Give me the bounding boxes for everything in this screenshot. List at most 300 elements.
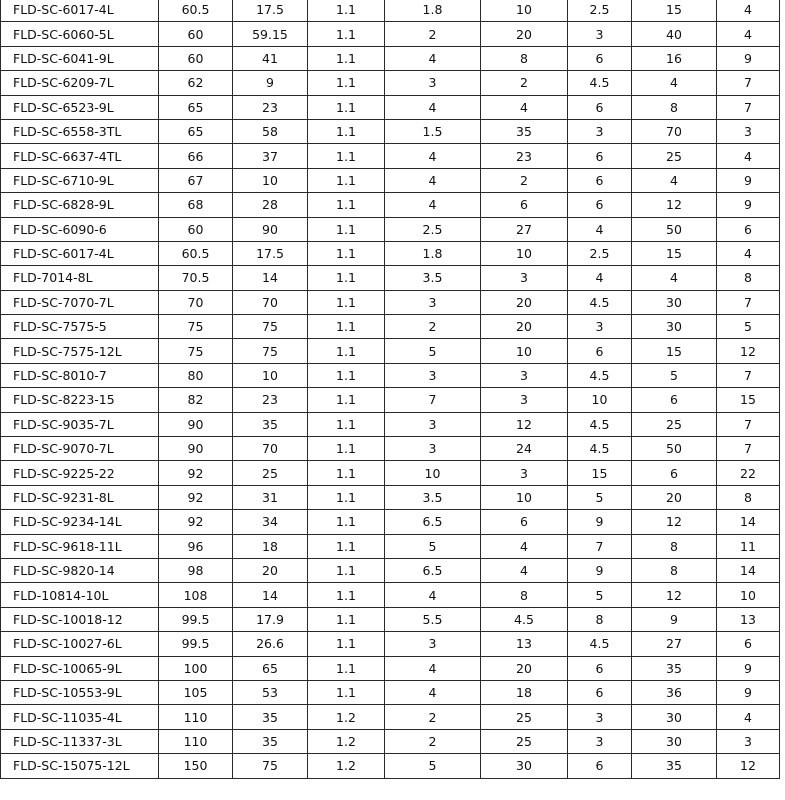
value-cell: 35	[632, 656, 717, 680]
value-cell: 2	[385, 22, 481, 46]
value-cell: 65	[233, 656, 308, 680]
value-cell: 4	[717, 22, 780, 46]
table-row	[1, 339, 780, 363]
model-cell: FLD-SC-9225-22	[1, 461, 159, 485]
value-cell: 4	[385, 656, 481, 680]
table-row	[1, 412, 780, 436]
table-row	[1, 315, 780, 339]
value-cell: 75	[233, 754, 308, 778]
value-cell: 1.2	[308, 705, 385, 729]
model-cell: FLD-SC-9234-14L	[1, 510, 159, 534]
value-cell: 53	[233, 680, 308, 704]
model-cell: FLD-SC-10065-9L	[1, 656, 159, 680]
value-cell: 41	[233, 46, 308, 70]
value-cell: 22	[717, 461, 780, 485]
model-cell: FLD-SC-7575-5	[1, 315, 159, 339]
value-cell: 3	[568, 705, 632, 729]
value-cell: 1.1	[308, 290, 385, 314]
value-cell: 10	[481, 339, 568, 363]
value-cell: 27	[632, 632, 717, 656]
value-cell: 25	[233, 461, 308, 485]
value-cell: 6	[632, 388, 717, 412]
value-cell: 30	[632, 290, 717, 314]
value-cell: 4	[632, 71, 717, 95]
value-cell: 6	[568, 168, 632, 192]
value-cell: 27	[481, 217, 568, 241]
value-cell: 75	[233, 339, 308, 363]
table-row	[1, 632, 780, 656]
value-cell: 4.5	[481, 607, 568, 631]
table-row	[1, 241, 780, 265]
value-cell: 75	[233, 315, 308, 339]
value-cell: 6	[481, 193, 568, 217]
value-cell: 35	[233, 705, 308, 729]
value-cell: 1.1	[308, 0, 385, 22]
value-cell: 4	[481, 534, 568, 558]
value-cell: 3	[568, 729, 632, 753]
value-cell: 1.1	[308, 22, 385, 46]
value-cell: 1.1	[308, 119, 385, 143]
model-cell: FLD-SC-9820-14	[1, 558, 159, 582]
table-row	[1, 217, 780, 241]
value-cell: 9	[568, 558, 632, 582]
value-cell: 50	[632, 437, 717, 461]
value-cell: 35	[481, 119, 568, 143]
value-cell: 5	[385, 534, 481, 558]
value-cell: 17.5	[233, 0, 308, 22]
value-cell: 6	[568, 95, 632, 119]
value-cell: 2.5	[385, 217, 481, 241]
model-cell: FLD-SC-6017-4L	[1, 0, 159, 22]
value-cell: 1.1	[308, 534, 385, 558]
value-cell: 1.1	[308, 583, 385, 607]
value-cell: 17.9	[233, 607, 308, 631]
value-cell: 20	[481, 315, 568, 339]
value-cell: 4	[717, 241, 780, 265]
value-cell: 90	[159, 412, 233, 436]
value-cell: 36	[632, 680, 717, 704]
value-cell: 6.5	[385, 510, 481, 534]
value-cell: 17.5	[233, 241, 308, 265]
value-cell: 4	[568, 217, 632, 241]
value-cell: 6	[568, 144, 632, 168]
value-cell: 9	[717, 193, 780, 217]
table-row	[1, 71, 780, 95]
table-row	[1, 583, 780, 607]
model-cell: FLD-10814-10L	[1, 583, 159, 607]
value-cell: 6	[717, 632, 780, 656]
value-cell: 1.1	[308, 241, 385, 265]
value-cell: 108	[159, 583, 233, 607]
value-cell: 6	[481, 510, 568, 534]
value-cell: 70.5	[159, 266, 233, 290]
table-row	[1, 0, 780, 22]
value-cell: 4.5	[568, 71, 632, 95]
value-cell: 3	[385, 290, 481, 314]
value-cell: 30	[632, 315, 717, 339]
value-cell: 1.1	[308, 144, 385, 168]
value-cell: 8	[632, 534, 717, 558]
value-cell: 9	[717, 680, 780, 704]
value-cell: 1.1	[308, 315, 385, 339]
model-cell: FLD-SC-6523-9L	[1, 95, 159, 119]
value-cell: 5	[632, 363, 717, 387]
value-cell: 92	[159, 510, 233, 534]
value-cell: 8	[717, 485, 780, 509]
table-row	[1, 461, 780, 485]
value-cell: 7	[385, 388, 481, 412]
table-row	[1, 680, 780, 704]
table-row	[1, 193, 780, 217]
value-cell: 1.1	[308, 363, 385, 387]
value-cell: 23	[233, 388, 308, 412]
value-cell: 59.15	[233, 22, 308, 46]
table-row	[1, 95, 780, 119]
model-cell: FLD-SC-6828-9L	[1, 193, 159, 217]
value-cell: 18	[481, 680, 568, 704]
value-cell: 4	[385, 193, 481, 217]
model-cell: FLD-SC-9035-7L	[1, 412, 159, 436]
value-cell: 105	[159, 680, 233, 704]
value-cell: 7	[717, 71, 780, 95]
value-cell: 8	[717, 266, 780, 290]
value-cell: 1.1	[308, 510, 385, 534]
value-cell: 35	[233, 729, 308, 753]
value-cell: 4	[632, 266, 717, 290]
table-row	[1, 290, 780, 314]
value-cell: 8	[632, 558, 717, 582]
table-row	[1, 607, 780, 631]
value-cell: 20	[233, 558, 308, 582]
value-cell: 20	[481, 22, 568, 46]
value-cell: 6	[568, 339, 632, 363]
value-cell: 80	[159, 363, 233, 387]
value-cell: 58	[233, 119, 308, 143]
value-cell: 4	[385, 95, 481, 119]
value-cell: 1.1	[308, 680, 385, 704]
value-cell: 14	[233, 583, 308, 607]
value-cell: 25	[632, 412, 717, 436]
value-cell: 3.5	[385, 266, 481, 290]
value-cell: 23	[481, 144, 568, 168]
value-cell: 70	[233, 437, 308, 461]
value-cell: 5	[385, 754, 481, 778]
model-cell: FLD-SC-6710-9L	[1, 168, 159, 192]
value-cell: 20	[632, 485, 717, 509]
value-cell: 1.1	[308, 168, 385, 192]
value-cell: 5	[568, 583, 632, 607]
value-cell: 4	[717, 0, 780, 22]
value-cell: 15	[632, 0, 717, 22]
value-cell: 70	[632, 119, 717, 143]
value-cell: 1.1	[308, 461, 385, 485]
value-cell: 2.5	[568, 241, 632, 265]
value-cell: 3	[568, 119, 632, 143]
value-cell: 28	[233, 193, 308, 217]
value-cell: 4.5	[568, 290, 632, 314]
value-cell: 60.5	[159, 241, 233, 265]
value-cell: 9	[717, 656, 780, 680]
value-cell: 24	[481, 437, 568, 461]
table-row	[1, 656, 780, 680]
value-cell: 10	[481, 485, 568, 509]
value-cell: 15	[632, 339, 717, 363]
value-cell: 6	[568, 680, 632, 704]
value-cell: 60	[159, 22, 233, 46]
value-cell: 35	[632, 754, 717, 778]
value-cell: 6	[568, 193, 632, 217]
value-cell: 12	[481, 412, 568, 436]
model-cell: FLD-SC-15075-12L	[1, 754, 159, 778]
value-cell: 92	[159, 461, 233, 485]
value-cell: 1.2	[308, 754, 385, 778]
model-cell: FLD-SC-7575-12L	[1, 339, 159, 363]
model-cell: FLD-SC-7070-7L	[1, 290, 159, 314]
value-cell: 2	[385, 729, 481, 753]
value-cell: 4.5	[568, 363, 632, 387]
value-cell: 30	[632, 705, 717, 729]
value-cell: 4	[568, 266, 632, 290]
value-cell: 10	[385, 461, 481, 485]
value-cell: 6	[717, 217, 780, 241]
value-cell: 10	[481, 241, 568, 265]
value-cell: 20	[481, 290, 568, 314]
value-cell: 150	[159, 754, 233, 778]
value-cell: 4	[481, 558, 568, 582]
value-cell: 99.5	[159, 632, 233, 656]
value-cell: 1.5	[385, 119, 481, 143]
value-cell: 9	[717, 46, 780, 70]
value-cell: 67	[159, 168, 233, 192]
value-cell: 4	[385, 583, 481, 607]
model-cell: FLD-7014-8L	[1, 266, 159, 290]
value-cell: 37	[233, 144, 308, 168]
value-cell: 10	[717, 583, 780, 607]
value-cell: 3	[568, 315, 632, 339]
value-cell: 82	[159, 388, 233, 412]
value-cell: 110	[159, 705, 233, 729]
value-cell: 1.1	[308, 656, 385, 680]
value-cell: 12	[717, 339, 780, 363]
value-cell: 40	[632, 22, 717, 46]
model-cell: FLD-SC-8223-15	[1, 388, 159, 412]
value-cell: 65	[159, 119, 233, 143]
value-cell: 2	[481, 168, 568, 192]
value-cell: 10	[568, 388, 632, 412]
table-row	[1, 22, 780, 46]
value-cell: 100	[159, 656, 233, 680]
value-cell: 1.8	[385, 241, 481, 265]
value-cell: 10	[233, 168, 308, 192]
value-cell: 35	[233, 412, 308, 436]
model-cell: FLD-SC-10553-9L	[1, 680, 159, 704]
value-cell: 1.1	[308, 266, 385, 290]
value-cell: 3	[481, 461, 568, 485]
table-row	[1, 437, 780, 461]
value-cell: 7	[717, 95, 780, 119]
value-cell: 1.1	[308, 437, 385, 461]
value-cell: 3	[385, 412, 481, 436]
value-cell: 25	[632, 144, 717, 168]
value-cell: 98	[159, 558, 233, 582]
value-cell: 90	[159, 437, 233, 461]
table-row	[1, 168, 780, 192]
table-row	[1, 534, 780, 558]
value-cell: 14	[233, 266, 308, 290]
value-cell: 7	[717, 363, 780, 387]
value-cell: 6	[568, 656, 632, 680]
model-cell: FLD-SC-6017-4L	[1, 241, 159, 265]
value-cell: 1.2	[308, 729, 385, 753]
value-cell: 7	[717, 437, 780, 461]
model-cell: FLD-SC-11337-3L	[1, 729, 159, 753]
value-cell: 9	[233, 71, 308, 95]
value-cell: 7	[717, 290, 780, 314]
value-cell: 70	[159, 290, 233, 314]
value-cell: 4.5	[568, 412, 632, 436]
value-cell: 15	[632, 241, 717, 265]
value-cell: 7	[717, 412, 780, 436]
value-cell: 15	[717, 388, 780, 412]
value-cell: 9	[632, 607, 717, 631]
model-cell: FLD-SC-6041-9L	[1, 46, 159, 70]
value-cell: 3	[568, 22, 632, 46]
value-cell: 1.1	[308, 193, 385, 217]
value-cell: 34	[233, 510, 308, 534]
value-cell: 8	[568, 607, 632, 631]
table-row	[1, 729, 780, 753]
value-cell: 4	[481, 95, 568, 119]
value-cell: 1.1	[308, 339, 385, 363]
model-cell: FLD-SC-9618-11L	[1, 534, 159, 558]
value-cell: 26.6	[233, 632, 308, 656]
value-cell: 70	[233, 290, 308, 314]
table-body	[1, 0, 780, 778]
value-cell: 99.5	[159, 607, 233, 631]
value-cell: 4	[632, 168, 717, 192]
table-row	[1, 144, 780, 168]
model-cell: FLD-SC-6060-5L	[1, 22, 159, 46]
value-cell: 3	[385, 363, 481, 387]
value-cell: 15	[568, 461, 632, 485]
value-cell: 1.1	[308, 388, 385, 412]
value-cell: 10	[233, 363, 308, 387]
value-cell: 92	[159, 485, 233, 509]
table-row	[1, 363, 780, 387]
value-cell: 7	[568, 534, 632, 558]
value-cell: 6	[568, 46, 632, 70]
value-cell: 13	[717, 607, 780, 631]
model-cell: FLD-SC-8010-7	[1, 363, 159, 387]
value-cell: 12	[717, 754, 780, 778]
value-cell: 4.5	[568, 437, 632, 461]
value-cell: 96	[159, 534, 233, 558]
value-cell: 50	[632, 217, 717, 241]
model-cell: FLD-SC-9070-7L	[1, 437, 159, 461]
table-row	[1, 46, 780, 70]
value-cell: 6	[568, 754, 632, 778]
value-cell: 8	[632, 95, 717, 119]
value-cell: 14	[717, 510, 780, 534]
value-cell: 1.1	[308, 46, 385, 70]
value-cell: 60.5	[159, 0, 233, 22]
value-cell: 23	[233, 95, 308, 119]
value-cell: 4	[385, 680, 481, 704]
value-cell: 13	[481, 632, 568, 656]
value-cell: 10	[481, 0, 568, 22]
value-cell: 9	[568, 510, 632, 534]
table-row	[1, 485, 780, 509]
value-cell: 1.1	[308, 412, 385, 436]
value-cell: 6.5	[385, 558, 481, 582]
value-cell: 3	[481, 266, 568, 290]
value-cell: 2	[385, 315, 481, 339]
value-cell: 1.1	[308, 607, 385, 631]
value-cell: 1.1	[308, 558, 385, 582]
value-cell: 5	[717, 315, 780, 339]
model-cell: FLD-SC-6090-6	[1, 217, 159, 241]
value-cell: 110	[159, 729, 233, 753]
value-cell: 4	[385, 144, 481, 168]
value-cell: 4	[717, 144, 780, 168]
value-cell: 3	[481, 363, 568, 387]
value-cell: 2.5	[568, 0, 632, 22]
value-cell: 1.1	[308, 485, 385, 509]
table-row	[1, 266, 780, 290]
value-cell: 8	[481, 46, 568, 70]
value-cell: 30	[481, 754, 568, 778]
value-cell: 18	[233, 534, 308, 558]
model-cell: FLD-SC-10027-6L	[1, 632, 159, 656]
value-cell: 90	[233, 217, 308, 241]
value-cell: 31	[233, 485, 308, 509]
value-cell: 3.5	[385, 485, 481, 509]
value-cell: 20	[481, 656, 568, 680]
value-cell: 5	[385, 339, 481, 363]
value-cell: 5	[568, 485, 632, 509]
value-cell: 65	[159, 95, 233, 119]
value-cell: 1.8	[385, 0, 481, 22]
value-cell: 1.1	[308, 217, 385, 241]
value-cell: 9	[717, 168, 780, 192]
value-cell: 1.1	[308, 95, 385, 119]
table-row	[1, 388, 780, 412]
value-cell: 30	[632, 729, 717, 753]
value-cell: 68	[159, 193, 233, 217]
value-cell: 3	[385, 437, 481, 461]
model-cell: FLD-SC-6209-7L	[1, 71, 159, 95]
value-cell: 4.5	[568, 632, 632, 656]
value-cell: 2	[385, 705, 481, 729]
value-cell: 3	[385, 632, 481, 656]
value-cell: 75	[159, 339, 233, 363]
model-cell: FLD-SC-6558-3TL	[1, 119, 159, 143]
value-cell: 3	[717, 729, 780, 753]
value-cell: 12	[632, 583, 717, 607]
model-cell: FLD-SC-6637-4TL	[1, 144, 159, 168]
value-cell: 16	[632, 46, 717, 70]
value-cell: 5.5	[385, 607, 481, 631]
value-cell: 60	[159, 217, 233, 241]
value-cell: 25	[481, 729, 568, 753]
value-cell: 14	[717, 558, 780, 582]
value-cell: 75	[159, 315, 233, 339]
value-cell: 3	[385, 71, 481, 95]
value-cell: 3	[481, 388, 568, 412]
value-cell: 4	[717, 705, 780, 729]
table-row	[1, 558, 780, 582]
model-cell: FLD-SC-11035-4L	[1, 705, 159, 729]
